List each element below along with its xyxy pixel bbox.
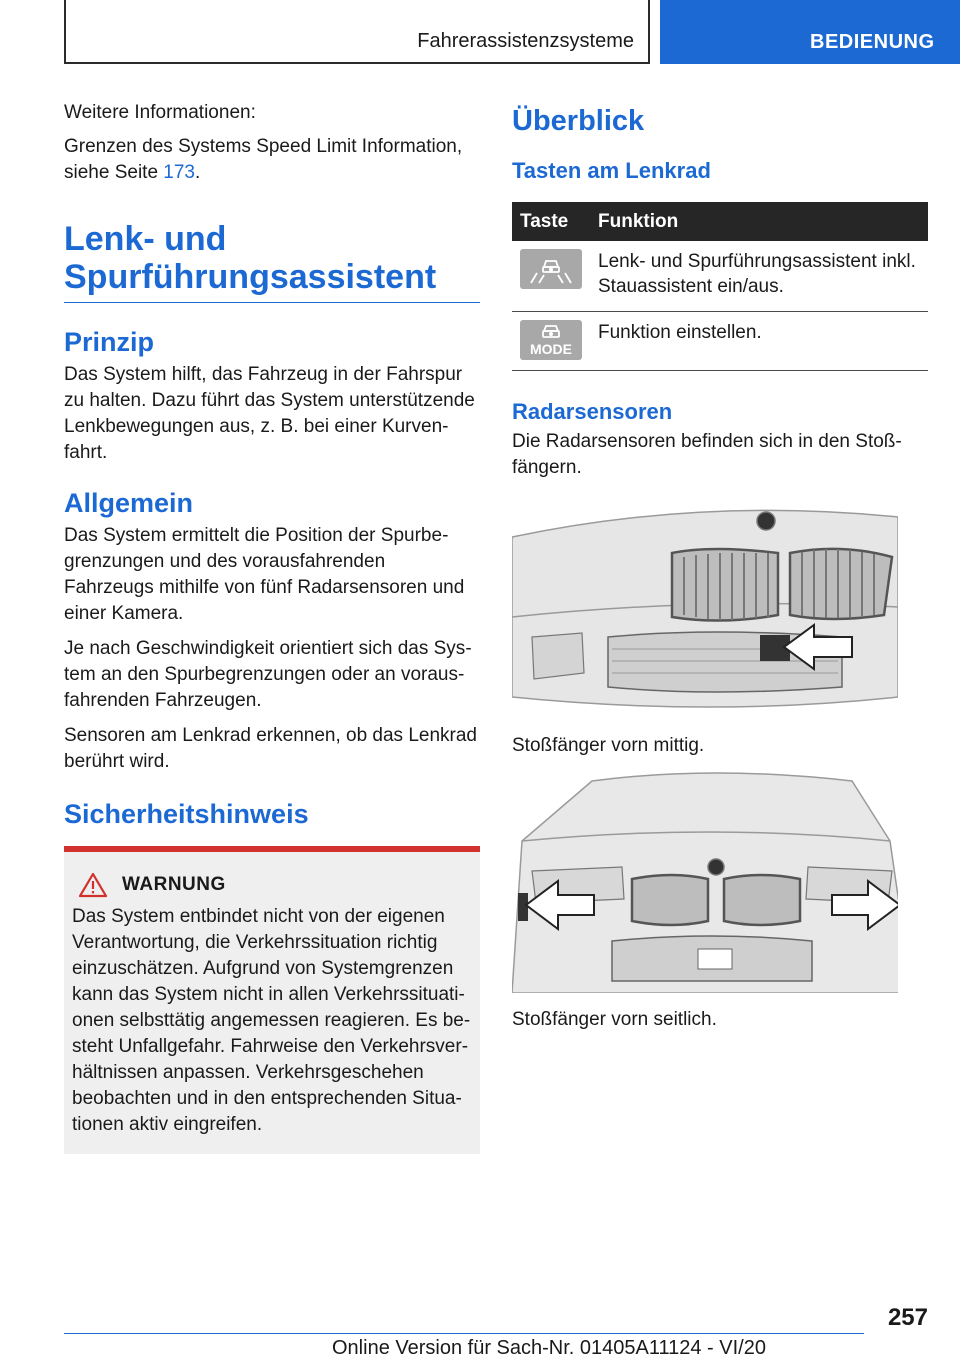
footer-online-version: Online Version für Sach-Nr. 01405A11124 - VI/20	[332, 1337, 766, 1359]
row-2-function: Funktion einstellen.	[590, 312, 928, 371]
header-chapter: Fahrerassistenzsysteme	[417, 30, 634, 52]
col-header-function: Funktion	[590, 202, 928, 241]
col-header-key: Taste	[512, 202, 590, 241]
limits-reference: Grenzen des Systems Speed Limit Information, siehe Seite 173.	[64, 136, 463, 183]
left-column	[64, 100, 480, 1154]
bumper-center-illustration	[512, 497, 898, 717]
table-header-row	[512, 202, 928, 241]
table-row	[512, 312, 928, 371]
more-info-label: Weitere Informationen:	[64, 102, 256, 123]
figure2-caption: Stoßfänger vorn seitlich.	[512, 1009, 717, 1030]
page-number: 257	[887, 1304, 928, 1331]
figure1-caption: Stoßfänger vorn mittig.	[512, 735, 705, 756]
table-row	[512, 241, 928, 312]
buttons-table	[512, 202, 928, 371]
mode-button-icon	[520, 320, 582, 360]
row-1-function: Lenk- und Spurführungsassistent inkl. Stauassistent ein/aus.	[590, 241, 928, 312]
warning-text: Das System entbindet nicht von der eigenen Verantwortung, die Verkehrssituation richtig einzuschätzen. Aufgrund von Systemgrenzen kann das System nicht in allen Verkehrssituationen selbsttätig angemessen reagieren. Es besteht Unfallgefahr. Fahrweise den Verkehrsverhältnissen anpassen. Verkehrsgeschehen beobachten und in den entsprechenden Situationen aktiv eingreifen.	[72, 906, 471, 1135]
lane-assist-icon	[520, 249, 582, 289]
warning-label: WARNUNG	[122, 874, 226, 895]
warning-triangle-icon	[78, 872, 108, 898]
radar-heading: Radarsensoren	[512, 399, 673, 424]
mode-label: MODE	[530, 341, 572, 357]
right-column	[512, 100, 928, 1042]
radar-text: Die Radarsensoren befinden sich in den Stoßfängern.	[512, 431, 902, 478]
general-paragraph-3: Sensoren am Lenkrad erkennen, ob das Lenkrad berührt wird.	[64, 725, 477, 772]
footer-divider	[64, 1333, 864, 1334]
safety-heading: Sicherheitshinweis	[64, 799, 309, 829]
section-title-line1: Lenk- und	[64, 220, 227, 258]
header-chapter-box	[64, 0, 650, 64]
warning-box	[64, 846, 480, 1154]
page-link-173[interactable]: 173	[163, 162, 195, 183]
buttons-heading: Tasten am Lenkrad	[512, 158, 711, 183]
title-divider	[64, 302, 480, 303]
principle-heading: Prinzip	[64, 327, 155, 357]
general-paragraph-2: Je nach Geschwindigkeit orientiert sich das System an den Spurbegrenzungen oder an vorausfahrenden Fahrzeugen.	[64, 638, 472, 711]
general-heading: Allgemein	[64, 488, 194, 518]
warning-title	[72, 872, 472, 898]
header-section: BEDIENUNG	[810, 31, 935, 53]
bumper-side-illustration	[512, 771, 898, 993]
overview-heading: Überblick	[512, 105, 645, 137]
principle-text: Das System hilft, das Fahrzeug in der Fahrspur zu halten. Dazu führt das System unterstützende Lenkbewegungen aus, z. B. bei einer Kurvenfahrt.	[64, 364, 475, 463]
section-title	[64, 220, 480, 303]
header-section-tab[interactable]	[660, 0, 960, 64]
general-paragraph-1: Das System ermittelt die Position der Spurbegrenzungen und des vorausfahrenden Fahrzeugs mithilfe von fünf Radarsensoren und einer Kamera.	[64, 525, 465, 624]
section-title-line2: Spurführungsassistent	[64, 258, 437, 296]
